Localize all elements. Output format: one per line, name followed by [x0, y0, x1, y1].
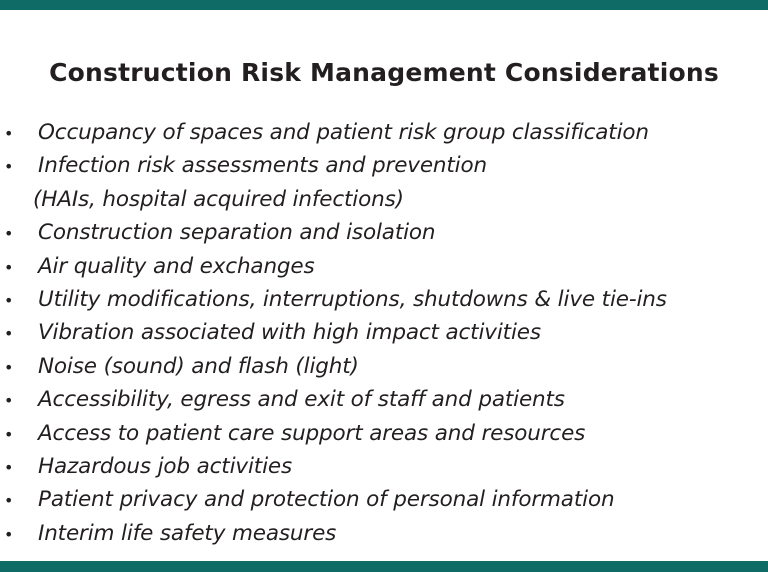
list-item-text: Occupancy of spaces and patient risk group classification	[38, 120, 649, 145]
list-item	[0, 216, 768, 249]
list-item	[0, 283, 768, 316]
list-item-text: Hazardous job activities	[38, 453, 293, 479]
list-item-text: Utility modifications, interruptions, shutdowns & live tie-ins	[38, 286, 667, 312]
list-item	[0, 149, 768, 182]
list-item	[0, 517, 768, 550]
list-item-text: Access to patient care support areas and resources	[38, 420, 586, 446]
list-item-continuation-text: (HAIs, hospital acquired infections)	[33, 186, 404, 212]
bullet-icon: •	[4, 524, 14, 544]
bullet-icon: •	[4, 357, 14, 377]
list-item-text: Vibration associated with high impact activities	[38, 320, 541, 346]
bullet-icon: •	[4, 157, 14, 177]
list-item-text: Patient privacy and protection of personal information	[38, 487, 615, 513]
list-item	[0, 417, 768, 450]
bullet-icon: •	[4, 224, 14, 244]
bullet-icon: •	[4, 491, 14, 511]
list-item-text: Noise (sound) and flash (light)	[38, 353, 359, 379]
list-item	[0, 450, 768, 483]
top-accent-bar	[0, 0, 768, 10]
bottom-accent-bar	[0, 561, 768, 572]
list-item	[0, 316, 768, 349]
list-item-text: Air quality and exchanges	[38, 253, 315, 279]
considerations-list	[0, 116, 768, 550]
list-item	[0, 116, 768, 149]
bullet-icon: •	[4, 324, 14, 344]
list-item-continuation	[0, 183, 768, 216]
bullet-icon: •	[4, 424, 14, 444]
bullet-icon: •	[4, 124, 14, 143]
list-item-text: Infection risk assessments and prevention	[38, 153, 487, 179]
list-item-text: Accessibility, egress and exit of staff and patients	[38, 387, 565, 413]
list-item	[0, 350, 768, 383]
list-item	[0, 383, 768, 416]
list-item-text: Interim life safety measures	[38, 520, 337, 546]
bullet-icon: •	[4, 257, 14, 277]
bullet-icon: •	[4, 457, 14, 477]
list-item	[0, 250, 768, 283]
list-item-text: Construction separation and isolation	[38, 220, 436, 246]
bullet-icon: •	[4, 391, 14, 411]
bullet-icon: •	[4, 290, 14, 310]
page-title: Construction Risk Management Considerations	[49, 58, 719, 87]
list-item	[0, 483, 768, 516]
